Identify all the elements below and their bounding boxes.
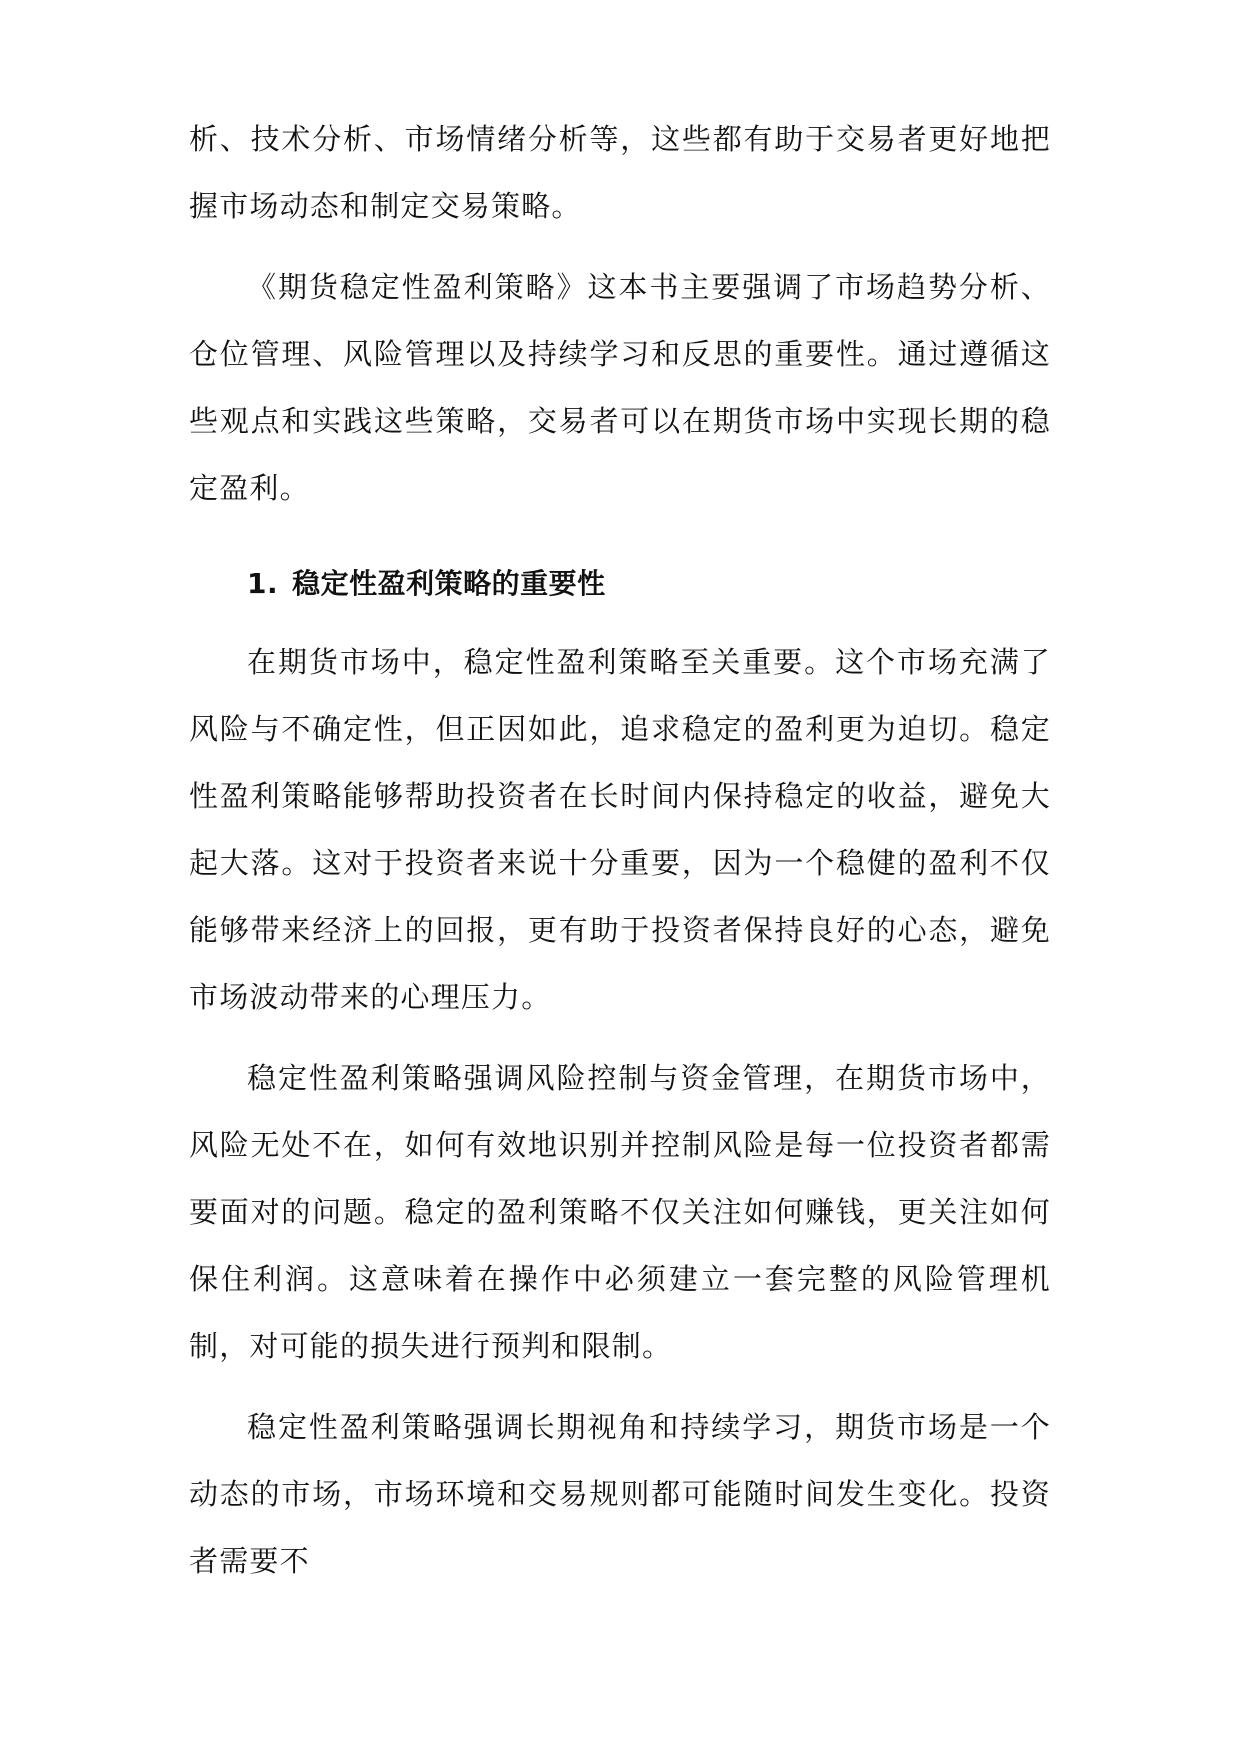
section-heading	[189, 550, 1051, 617]
section-title: 稳定性盈利策略的重要性	[292, 567, 606, 600]
section-number: 1.	[247, 567, 279, 600]
document-body	[189, 106, 1051, 1595]
paragraph-risk-control: 稳定性盈利策略强调风险控制与资金管理，在期货市场中，风险无处不在，如何有效地识别并控制风险是每一位投资者都需要面对的问题。稳定的盈利策略不仅关注如何赚钱，更关注如何保住利润。这意味着在操作中必须建立一套完整的风险管理机制，对可能的损失进行预判和限制。	[189, 1061, 1051, 1363]
paragraph-importance: 在期货市场中，稳定性盈利策略至关重要。这个市场充满了风险与不确定性，但正因如此，追求稳定的盈利更为迫切。稳定性盈利策略能够帮助投资者在长时间内保持稳定的收益，避免大起大落。这对于投资者来说十分重要，因为一个稳健的盈利不仅能够带来经济上的回报，更有助于投资者保持良好的心态，避免市场波动带来的心理压力。	[189, 645, 1051, 1014]
paragraph-long-term-learning: 稳定性盈利策略强调长期视角和持续学习，期货市场是一个动态的市场，市场环境和交易规则都可能随时间发生变化。投资者需要不	[189, 1410, 1051, 1578]
paragraph-continuation: 析、技术分析、市场情绪分析等，这些都有助于交易者更好地把握市场动态和制定交易策略。	[189, 122, 1051, 223]
paragraph-book-summary: 《期货稳定性盈利策略》这本书主要强调了市场趋势分析、仓位管理、风险管理以及持续学习和反思的重要性。通过遵循这些观点和实践这些策略，交易者可以在期货市场中实现长期的稳定盈利。	[189, 270, 1051, 505]
